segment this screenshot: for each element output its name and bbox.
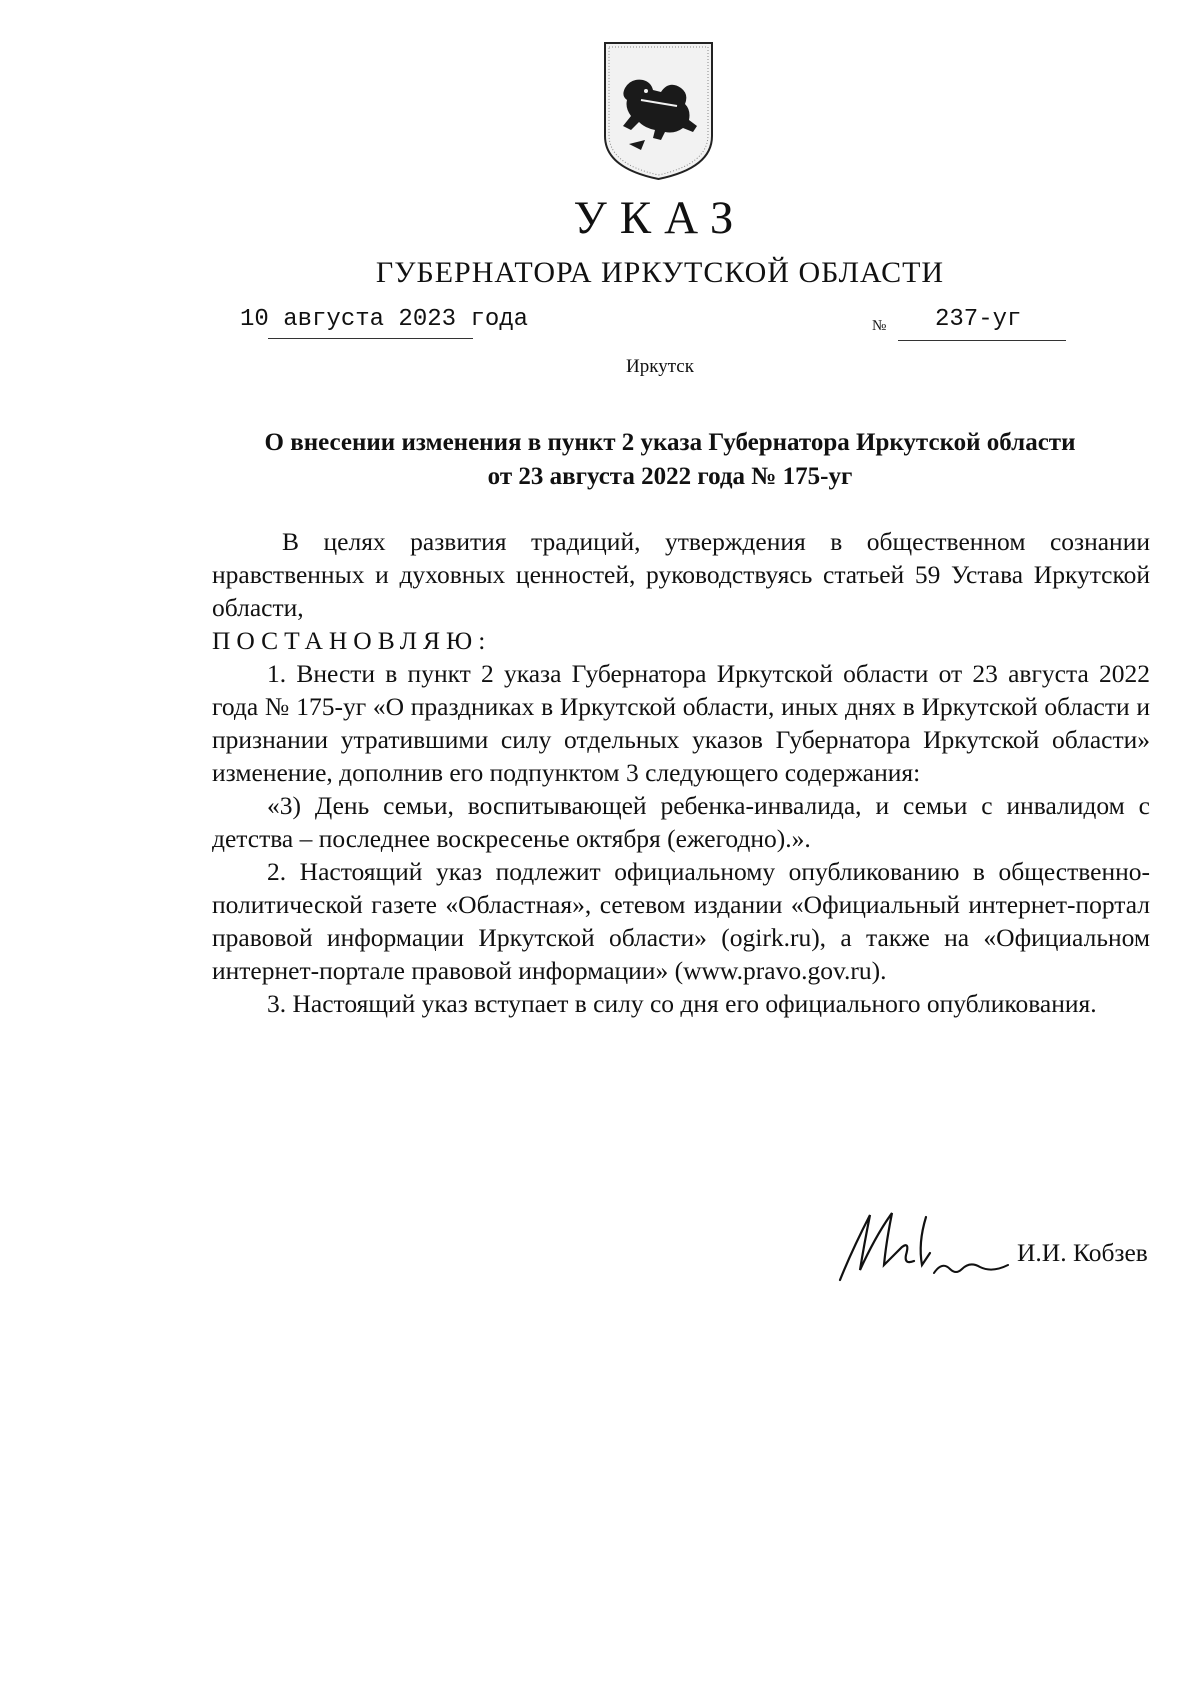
decree-body xyxy=(212,525,1150,1020)
item-3: 3. Настоящий указ вступает в силу со дня его официального опубликования. xyxy=(267,989,1097,1018)
signer-name: И.И. Кобзев xyxy=(1017,1238,1148,1267)
handwritten-signature xyxy=(830,1195,1010,1285)
resolve-word: ПОСТАНОВЛЯЮ: xyxy=(212,626,492,655)
heading-line-2: от 23 августа 2022 года № 175-уг xyxy=(487,463,853,490)
decree-number: 237-уг xyxy=(935,306,1022,333)
decree-issuer: ГУБЕРНАТОРА ИРКУТСКОЙ ОБЛАСТИ xyxy=(375,256,945,289)
coat-of-arms-icon xyxy=(601,40,716,182)
decree-date: 10 августа 2023 года xyxy=(240,306,529,333)
number-underline xyxy=(898,340,1066,341)
heading-line-1: О внесении изменения в пункт 2 указа Губернатора Иркутской области xyxy=(264,429,1076,456)
item-1-quote: «3) День семьи, воспитывающей ребенка-инвалида, и семьи с инвалидом с детства – последнее воскресенье октября (ежегодно).». xyxy=(212,791,1150,853)
decree-heading xyxy=(200,426,1140,494)
decree-city: Иркутск xyxy=(626,356,694,377)
date-underline xyxy=(268,338,473,339)
decree-title: УКАЗ xyxy=(573,192,747,244)
number-label: № xyxy=(872,318,887,334)
preamble: В целях развития традиций, утверждения в общественном сознании нравственных и духовных ценностей, руководствуясь статьей 59 Устава Иркутской области, xyxy=(212,527,1150,622)
item-1: 1. Внести в пункт 2 указа Губернатора Иркутской области от 23 августа 2022 года № 175-уг «О праздниках в Иркутской области, иных днях в Иркутской области и признании утратившими силу отдельных указов Губернатора Иркутской области» изменение, дополнив его подпунктом 3 следующего содержания: xyxy=(212,659,1150,787)
item-2: 2. Настоящий указ подлежит официальному опубликованию в общественно-политической газете «Областная», сетевом издании «Официальный интернет-портал правовой информации Иркутской области» (ogirk.ru), а также на «Официальном интернет-портале правовой информации» (www.pravo.gov.ru). xyxy=(212,857,1150,985)
